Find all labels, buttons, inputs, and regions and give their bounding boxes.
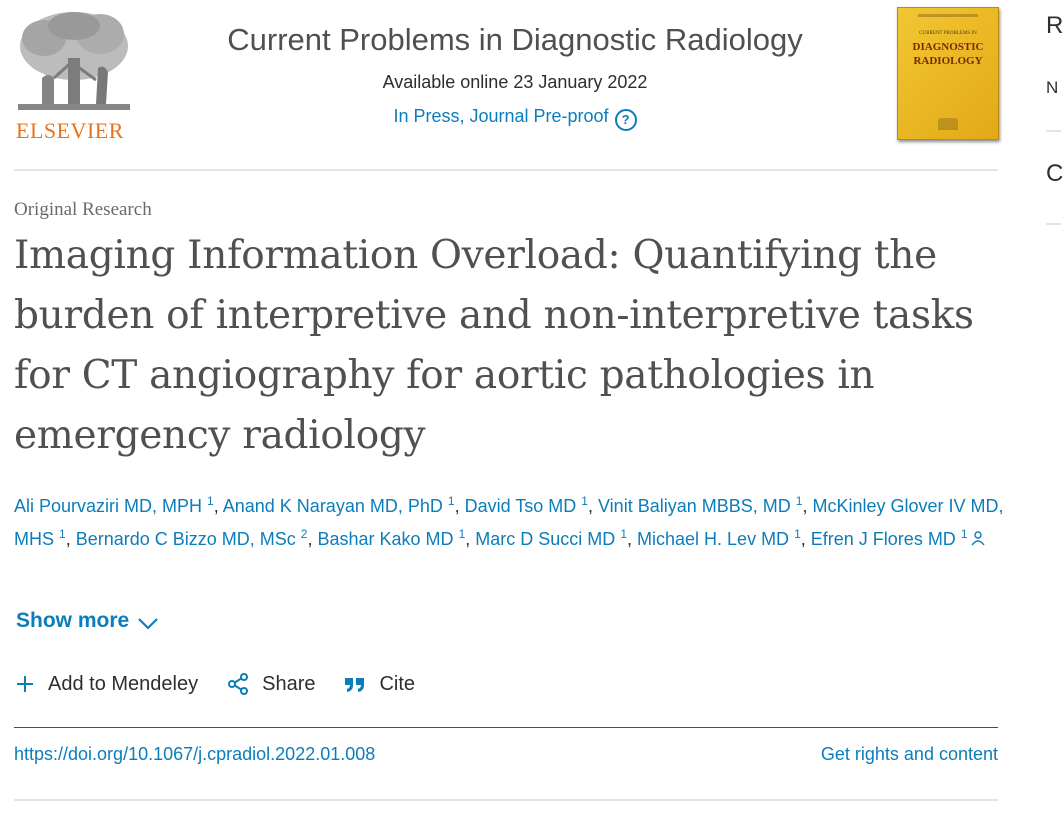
author-link[interactable]: [465, 496, 588, 516]
divider: [1046, 223, 1061, 225]
author-list: [14, 490, 1004, 556]
author-link[interactable]: [811, 529, 968, 549]
side-panel-item[interactable]: N: [1046, 78, 1059, 97]
side-panel-heading: C: [1046, 160, 1063, 187]
author-name: Anand K Narayan MD, PhD: [222, 496, 443, 516]
cover-decoration: [918, 14, 978, 17]
author-separator: ,: [307, 529, 318, 549]
cite-button[interactable]: [343, 673, 415, 696]
plus-icon: [14, 673, 36, 695]
in-press-link[interactable]: In Press, Journal Pre-proof: [393, 106, 609, 126]
author-name: David Tso MD: [464, 496, 577, 516]
affiliation-marker: 1: [794, 527, 801, 541]
tree-icon: [14, 8, 134, 116]
elsevier-logo[interactable]: [14, 8, 134, 143]
author-link[interactable]: [637, 529, 801, 549]
chevron-down-icon: [137, 616, 159, 630]
affiliation-marker: 1: [207, 494, 214, 508]
author-name: Ali Pourvaziri MD, MPH: [14, 496, 203, 516]
author-separator: ,: [454, 496, 465, 516]
cover-title-line: RADIOLOGY: [913, 55, 983, 67]
affiliation-marker: 1: [960, 527, 968, 541]
author-name: Efren J Flores MD: [810, 529, 956, 549]
article-type: Original Research: [14, 199, 152, 220]
share-icon: [226, 672, 250, 696]
author-separator: ,: [465, 529, 476, 549]
person-icon[interactable]: [970, 530, 986, 546]
affiliation-marker: 1: [581, 494, 588, 508]
author-link[interactable]: [318, 529, 466, 549]
divider: [1046, 130, 1061, 132]
author-link[interactable]: [76, 529, 308, 549]
author-link[interactable]: [475, 529, 627, 549]
article-actions: [14, 668, 443, 700]
affiliation-marker: 2: [300, 527, 308, 541]
publisher-wordmark: ELSEVIER: [16, 118, 124, 143]
author-name: Marc D Succi MD: [475, 529, 616, 549]
get-rights-link[interactable]: Get rights and content: [820, 744, 998, 764]
author-separator: ,: [587, 496, 598, 516]
help-icon[interactable]: ?: [615, 109, 637, 131]
show-more-button[interactable]: [16, 609, 159, 633]
author-separator: ,: [800, 529, 811, 549]
add-to-mendeley-button[interactable]: [14, 673, 198, 696]
cover-title: [902, 40, 994, 68]
doi-link[interactable]: https://doi.org/10.1067/j.cpradiol.2022.01.008: [14, 744, 376, 764]
side-panel-heading: R: [1046, 12, 1063, 39]
divider: [14, 169, 998, 171]
author-link[interactable]: [14, 496, 214, 516]
author-separator: ,: [213, 496, 223, 516]
share-button[interactable]: [226, 672, 315, 696]
in-press-status[interactable]: [180, 106, 850, 131]
author-link[interactable]: [598, 496, 802, 516]
cover-small-text: CURRENT PROBLEMS IN: [919, 31, 977, 36]
show-more-label: Show more: [16, 609, 130, 632]
article-title: Imaging Information Overload: Quantifying the burden of interpretive and non-interpretive tasks for CT angiography for aortic pathologies in emergency radiology: [14, 233, 974, 458]
author-separator: ,: [802, 496, 813, 516]
author-name: Bernardo C Bizzo MD, MSc: [75, 529, 296, 549]
affiliation-marker: 1: [59, 527, 66, 541]
author-separator: ,: [627, 529, 638, 549]
author-name: Bashar Kako MD: [317, 529, 454, 549]
cover-logo: [938, 118, 958, 130]
affiliation-marker: 1: [795, 494, 803, 508]
affiliation-marker: 1: [447, 494, 455, 508]
available-online-date: Available online 23 January 2022: [382, 72, 648, 92]
author-link[interactable]: [223, 496, 455, 516]
divider: [14, 727, 998, 728]
divider: [14, 799, 998, 801]
cover-title-line: DIAGNOSTIC: [912, 41, 984, 53]
author-separator: ,: [65, 529, 76, 549]
quote-icon: [343, 673, 367, 695]
author-name: Vinit Baliyan MBBS, MD: [598, 496, 791, 516]
journal-title[interactable]: [180, 22, 850, 58]
cite-label: Cite: [379, 672, 416, 695]
journal-title-link[interactable]: Current Problems in Diagnostic Radiology: [227, 22, 803, 57]
affiliation-marker: 1: [458, 527, 466, 541]
affiliation-marker: 1: [620, 527, 627, 541]
journal-cover-image[interactable]: [897, 7, 999, 140]
share-label: Share: [262, 672, 316, 695]
author-name: McKinley Glover IV MD, MHS: [14, 496, 1004, 549]
add-to-mendeley-label: Add to Mendeley: [48, 672, 199, 695]
author-name: Michael H. Lev MD: [637, 529, 790, 549]
